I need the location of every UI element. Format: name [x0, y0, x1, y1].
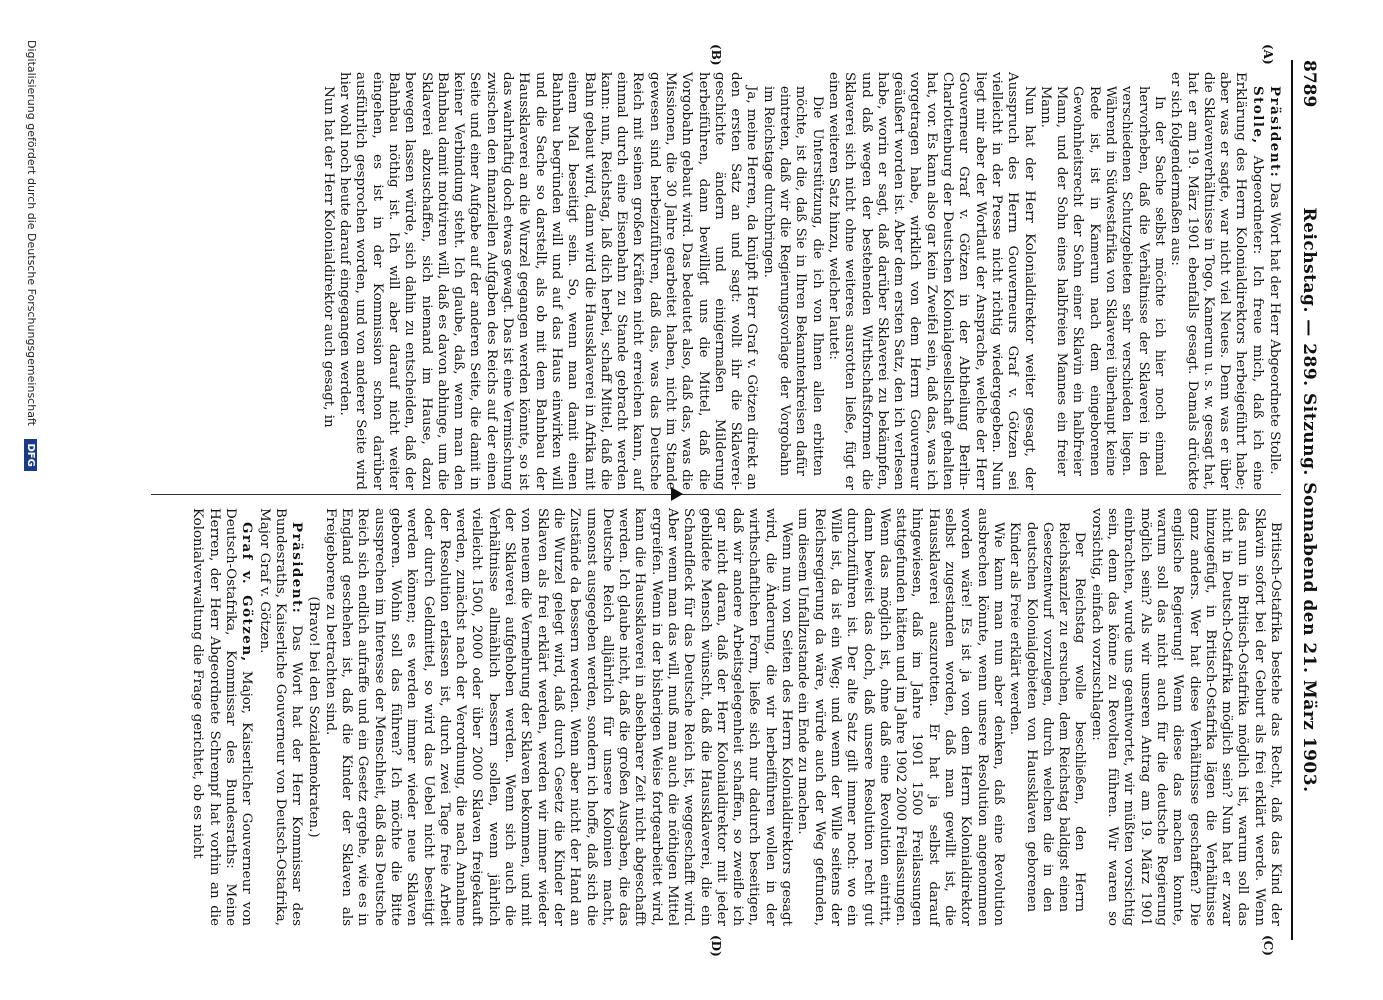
quoted-passage: Der Reichstag wolle beschließen, den Herrn Reichskanzler zu ersuchen, dem Reichstag baldigst einen Gesetzentwurf vorzulegen, durch welchen die in den deutschen Kolonialgebieten von Haussklaven geborenen Kinder als Freie erklärt werden.	[1007, 522, 1088, 912]
paragraph	[319, 72, 335, 490]
paragraph-text: Ja, meine Herren, da knüpft Herr Graf v. Götzen direkt an den ersten Satz an und sagt: wollt ihr die Sklaverei-geschichte ändern und einigermaßen Milderung herbeiführen, dann bewilligt uns die Mittel, daß die Vorgobahn gebaut wird. Das bedeutet also, daß das, was die Missionen, die 30 Jahre gearbeitet haben, nicht im Stande gewesen sind herbeizuführen, daß das, was das Deutsche Reich mit seinen großen Kräften nicht erreichen kann, auf einmal durch eine Eisenbahn zu Stande gebracht werden kann: nun, Reichstag, laß dich herbei, schaff Mittel, daß die Bahn gebaut wird, dann wird die Haussklaverei in Afrika mit einem Mal beseitigt sein. So, wenn man damit einen Bahnbau begründen will und auf das Haus einwirken will und die Sache so darstellt, als ob mit dem Bahnbau der Haussklaverei an die Wurzel gegangen werden könnte, so ist das wahrhaftig doch etwas gewagt. Das ist eine Vermischung zwischen den finanziellen Aufgaben des Reichs auf der einen Seite und einer Aufgabe auf der anderen Seite, die damit in keiner Verbindung steht. Ich glaube, daß, wenn man den Bahnbau damit motiviren will, daß es davon abhinge, um die Sklaverei abzuschaffen, sich niemand im Hause, dazu bewegen lassen würde, sich dahin zu entscheiden, daß der Bahnbau nöthig ist. Ich will aber darauf nicht weiter eingehen, es ist in der Kommission schon darüber ausführlich gesprochen worden, und von anderer Seite wird hier wohl noch heute darauf eingegangen werden.	[337, 72, 760, 490]
page-title: Reichstag. — 289. Sitzung. Sonnabend den 21. März 1903.	[1299, 207, 1319, 793]
paragraph-text: Das Wort hat der Herr Kommissar des Bundesraths, Kaiserliche Gouverneur von Deutsch-Ostafrika, Major Graf v. Götzen.	[256, 508, 305, 926]
digitization-credit	[25, 40, 39, 471]
speech-paragraph	[255, 508, 305, 926]
column-divider	[151, 494, 1281, 495]
quoted-passage: Die Unterstützung, die ich von Ihnen allen erbitten möchte, ist die, daß Sie in Ihren Bekanntenkreisen dafür eintreten, daß wir die Regierungsvorlage der Vorgobahn im Reichstage durchbringen.	[760, 86, 825, 476]
speaker-name: Präsident:	[289, 522, 306, 615]
margin-mark-c: (C)	[1261, 935, 1275, 956]
margin-mark-d: (D)	[709, 935, 723, 957]
paragraph-text: Wenn nun von Seiten des Herrn Kolonialdirektors gesagt wird, die Änderung, die wir herbeiführen wollen in der wirthschaftlichen Form, ließe sich nur dadurch beseitigen, daß wir andere Arbeitsgelegenheit schaffen, so zweifle ich gar nicht daran, daß der Herr Kolonialdirektor mit jeder gebildete Mensch wünscht, daß die Haussklaverei, die ein Schandfleck für das Deutsche Reich ist, weggeschafft wird. Aber wenn man das will, muß man auch die nöthigen Mittel ergreifen. Wenn in der bisherigen Weise fortgearbeitet wird, kann die Haussklaverei in absehbarer Zeit nicht abgeschafft werden. Ich glaube nicht, daß die großen Ausgaben, die das Deutsche Reich alljährlich für unsere Kolonien macht, umsonst ausgegeben werden, sondern ich hoffe, daß sich die Zustände da bessern werden. Wenn aber nicht der Hand an die Wurzel gelegt wird, daß durch Gesetz die Kinder der Sklaven als frei erklärt werden, werden wir immer wieder von neuem die Vermehrung der Sklaven bekommen, und mit der Sklaverei aufgehoben werden. Wenn sich auch die Verhältnisse allmählich bessern sollen, wenn jährlich vielleicht 1500, 2000 oder über 2000 Sklaven freigekauft werden, zunächst nach der Verordnung, die nach Annahme der Resolution erlassen ist, durch zwei Tage freie Arbeit oder durch Geldmittel, so wird das Uebel nicht beseitigt werden können; es werden immer wieder neue Sklaven geboren. Wohin soll das führen? Ich möchte die Bitte aussprechen im Interesse der Menschheit, daß das Deutsche Reich sich endlich aufraffe und ein Gesetz ergehe, wie es in England geschehen ist, daß die Kinder der Sklaven als Freigeborene zu betrachten sind.	[322, 508, 795, 926]
paragraph-text: Das Wort hat der Herr Abgeordnete Stolle.	[1267, 178, 1282, 475]
paragraph	[321, 508, 794, 926]
speech-paragraph	[1167, 72, 1266, 490]
paragraph-text: Wie kann man nun aber denken, daß eine Revolution ausbrechen könnte, wenn unsere Resolution angenommen worden wäre! Es ist ja von dem Herrn Kolonialdirektor selbst zugestanden worden, daß man gewillt ist, die Haussklaverei auszurotten. Er hat ja selbst darauf hingewiesen, daß im Jahre 1901 1500 Freilassungen stattgefunden hätten und im Jahre 1902 2000 Freilassungen. Wenn das möglich ist, ohne daß eine Revolution eintritt, dann beweist das doch, daß unsere Resolution recht gut durchzuführen ist. Der alte Satz gilt immer noch: wo ein Wille ist, da ist ein Weg; und wenn der Wille seitens der Reichsregierung da wäre, würde auch der Weg gefunden, um diesem Unfallzustande ein Ende zu machen.	[795, 508, 1006, 926]
margin-mark-b: (B)	[709, 44, 723, 66]
speaker-name: Graf v. Götzen,	[239, 522, 256, 663]
margin-mark-a: (A)	[1261, 44, 1275, 65]
left-column	[319, 72, 1283, 490]
right-column	[189, 508, 1283, 926]
paragraph-text: Nun hat der Herr Kolonialdirektor weiter gesagt, der Ausspruch des Herrn Gouverneurs Graf v. Götzen sei vielleicht in der Presse nicht richtig wiedergegeben. Nun liegt mir aber der Wortlaut der Ansprache, welche der Herr Gouverneur Graf v. Götzen in der Abtheilung Berlin-Charlottenburg der Deutschen Kolonialgesellschaft gehalten hat, vor. Es kann also gar kein Zweifel sein, daß das, was ich vorgetragen habe, wirklich von dem Herrn Gouverneur geäußert worden ist. Aber dem ersten Satz, den ich verlesen habe, worin er sagt, daß darüber Sklaverei zu bekämpfen, und daß wegen der bestehenden Wirthschaftsformen die Sklaverei sich nicht ohne weiteres ausrotten ließe, fügt er einen weiteren Satz hinzu, welcher lautet:	[825, 72, 1037, 490]
paragraph	[794, 508, 1006, 926]
interjection: (Bravo! bei den Sozialdemokraten.)	[306, 596, 322, 838]
paragraph	[825, 72, 1037, 490]
paragraph	[336, 72, 760, 490]
paragraph-text: Nun hat der Herr Kolonialdirektor auch gesagt, in	[320, 86, 336, 428]
page-number: 8789	[1299, 60, 1319, 108]
page-header	[1291, 60, 1321, 940]
speech-paragraph	[189, 508, 255, 926]
speaker-name: Präsident:	[1267, 86, 1283, 179]
speaker-name: Stolle,	[1249, 86, 1266, 145]
quoted-passage: In der Sache selbst möchte ich hier noch einmal hervorheben, daß die Verhältnisse der Sklaverei in den verschiedenen Schutzgebieten sehr verschieden liegen. Während in Südwestafrika von Sklaverei überhaupt keine Rede ist, ist in Kamerun nach dem eingeborenen Gewohnheitsrecht der Sohn einer Sklavin ein halbfreier Mann, und der Sohn eines halbfreien Mannes ein freier Mann.	[1037, 86, 1167, 476]
paragraph-text: Abgeordneter: Ich freue mich, daß ich eine Erklärung des Herrn Kolonialdirektors herbeigeführt habe; aber was er sagte, war nicht viel Neues. Denn was er über die Sklavenverhältnisse in Togo, Kamerun u. s. w. gesagt hat, hat er am 19. März 1901 ebenfalls gesagt. Damals drückte er sich folgendermaßen aus:	[1168, 72, 1265, 490]
credit-text: Digitalisierung gefördert durch die Deutsche Forschungsgemeinschaft	[25, 40, 38, 426]
divider-marker	[671, 487, 683, 501]
speech-paragraph	[1266, 72, 1283, 490]
paragraph-text: Major, Kaiserlicher Gouverneur von Deutsch-Ostafrika, Kommissar des Bundesraths: Meine Herren, der Herr Abgeordnete Schrempf hat vorhin an die Kolonialverwaltung die Frage gerichtet, ob es nicht	[190, 508, 255, 927]
paragraph-text: Britisch-Ostafrika bestehe das Recht, daß das Kind der Sklavin sofort bei der Geburt als frei erklärt werde. Wenn das nun in Britisch-Ostafrika möglich ist, warum soll das nicht in Deutsch-Ostafrika möglich sein? Nun hat er zwar hinzugefügt, in Britisch-Ostafrika lägen die Verhältnisse ganz anders. Wer hat diese Verhältnisse geschaffen? Die englische Regierung! Wenn diese das machen konnte, warum soll das nicht auch für die deutsche Regierung möglich sein? Als wir unseren Antrag am 19. März 1901 einbrachten, wurde uns geantwortet, wir müßten vorsichtig sein, denn das könne zu Revolten führen. Wir waren so vorsichtig, einfach vorzuschlagen:	[1088, 508, 1283, 926]
dfg-logo: DFG	[25, 439, 38, 470]
paragraph	[1087, 508, 1283, 926]
